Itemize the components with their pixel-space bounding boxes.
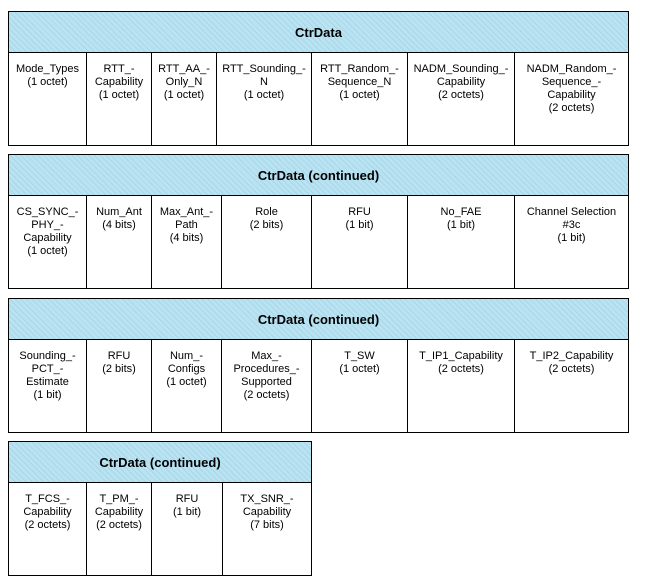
- field-row: [8, 339, 629, 433]
- field-label-line: T_FCS_-: [25, 493, 70, 505]
- field-label-line: (1 bit): [172, 506, 202, 518]
- field-label-line: RFU: [348, 206, 371, 218]
- field-label-line: #3c: [562, 219, 581, 231]
- field-label-line: Mode_Types: [16, 63, 79, 75]
- field-label-line: (2 octets): [438, 89, 484, 101]
- field-label-line: T_IP2_Capability: [529, 350, 614, 362]
- field-label-line: RFU: [175, 493, 199, 505]
- field-row: [8, 482, 312, 576]
- field-label-line: (2 octets): [243, 389, 290, 401]
- field-label-line: Capability: [547, 89, 596, 101]
- field-cell: [407, 52, 515, 146]
- field-label-line: (2 bits): [249, 219, 284, 231]
- field-label-line: (1 octet): [243, 89, 285, 101]
- field-cell: [86, 52, 152, 146]
- field-label-line: (1 octet): [166, 376, 207, 388]
- block-title: CtrData (continued): [8, 441, 312, 483]
- block-title: CtrData (continued): [8, 298, 629, 340]
- field-label-line: Capability: [94, 76, 144, 88]
- field-label-line: (1 octet): [163, 89, 205, 101]
- field-cell: [151, 52, 217, 146]
- field-block: [8, 298, 629, 433]
- field-cell: [221, 339, 312, 433]
- field-cell: [311, 339, 408, 433]
- field-label-line: RFU: [107, 350, 131, 362]
- field-block: [8, 154, 629, 289]
- block-title: CtrData: [8, 11, 629, 53]
- field-label-line: PCT_-: [31, 363, 64, 375]
- field-label-line: (1 bit): [33, 389, 62, 401]
- field-cell: [86, 482, 152, 576]
- field-label-line: Num_-: [169, 350, 203, 362]
- field-label-line: Sequence_N: [327, 76, 392, 88]
- field-label-line: Path: [175, 219, 198, 231]
- field-cell: [221, 195, 312, 289]
- field-label-line: (1 octet): [339, 363, 380, 375]
- field-cell: [222, 482, 312, 576]
- field-cell: [8, 195, 87, 289]
- field-label-line: (7 bits): [250, 519, 284, 531]
- field-label-line: Estimate: [26, 376, 69, 388]
- field-label-line: Only_N: [165, 76, 203, 88]
- field-cell: [151, 195, 222, 289]
- field-label-line: (1 octet): [98, 89, 140, 101]
- field-label-line: (1 octet): [27, 76, 68, 88]
- field-label-line: Max_Ant_-: [159, 206, 214, 218]
- field-cell: [514, 195, 629, 289]
- field-label-line: NADM_Random_-: [526, 63, 617, 75]
- field-label-line: RTT_Random_-: [320, 63, 399, 75]
- field-label-line: PHY_-: [31, 219, 64, 231]
- field-label-line: Procedures_-: [233, 363, 300, 375]
- field-label-line: Role: [255, 206, 278, 218]
- field-label-line: T_IP1_Capability: [419, 350, 503, 362]
- field-label-line: (2 octets): [96, 519, 142, 531]
- field-label-line: RTT_-: [103, 63, 135, 75]
- field-label-line: Capability: [242, 506, 292, 518]
- field-label-line: Channel Selection: [526, 206, 617, 218]
- field-block: [8, 11, 629, 146]
- field-row: [8, 52, 629, 146]
- field-label-line: (2 octets): [548, 363, 595, 375]
- field-label-line: T_SW: [344, 350, 375, 362]
- field-label-line: N: [260, 76, 268, 88]
- field-label-line: (2 octets): [548, 102, 595, 114]
- field-label-line: Supported: [241, 376, 292, 388]
- field-label-line: (1 octet): [339, 89, 380, 101]
- field-row: [8, 195, 629, 289]
- field-label-line: Capability: [23, 506, 72, 518]
- field-cell: [311, 52, 408, 146]
- field-label-line: (2 bits): [102, 363, 136, 375]
- field-label-line: No_FAE: [440, 206, 482, 218]
- field-cell: [216, 52, 312, 146]
- field-label-line: T_PM_-: [99, 493, 139, 505]
- field-label-line: Num_Ant: [96, 206, 142, 218]
- field-cell: [86, 339, 152, 433]
- field-label-line: Capability: [23, 232, 72, 244]
- field-label-line: (4 bits): [102, 219, 136, 231]
- field-label-line: TX_SNR_-: [240, 493, 294, 505]
- field-cell: [8, 52, 87, 146]
- field-label-line: (1 bit): [557, 232, 586, 244]
- field-label-line: NADM_Sounding_-: [413, 63, 509, 75]
- field-label-line: Capability: [94, 506, 144, 518]
- field-cell: [514, 52, 629, 146]
- field-label-line: RTT_AA_-: [158, 63, 210, 75]
- field-label-line: (4 bits): [169, 232, 204, 244]
- field-label-line: CS_SYNC_-: [16, 206, 79, 218]
- field-block: [8, 441, 312, 576]
- field-label-line: (1 bit): [446, 219, 476, 231]
- field-label-line: RTT_Sounding_-: [222, 63, 306, 75]
- field-label-line: Configs: [167, 363, 206, 375]
- field-cell: [8, 482, 87, 576]
- field-cell: [86, 195, 152, 289]
- field-cell: [407, 195, 515, 289]
- field-label-line: (2 octets): [438, 363, 484, 375]
- field-cell: [311, 195, 408, 289]
- field-label-line: (1 octet): [27, 245, 68, 257]
- field-cell: [8, 339, 87, 433]
- field-label-line: (1 bit): [345, 219, 374, 231]
- field-label-line: (2 octets): [24, 519, 71, 531]
- field-cell: [151, 482, 223, 576]
- field-label-line: Max_-: [251, 350, 282, 362]
- field-label-line: Capability: [436, 76, 486, 88]
- block-title: CtrData (continued): [8, 154, 629, 196]
- field-cell: [407, 339, 515, 433]
- field-label-line: Sequence_-: [541, 76, 602, 88]
- field-cell: [151, 339, 222, 433]
- field-cell: [514, 339, 629, 433]
- field-label-line: Sounding_-: [19, 350, 76, 362]
